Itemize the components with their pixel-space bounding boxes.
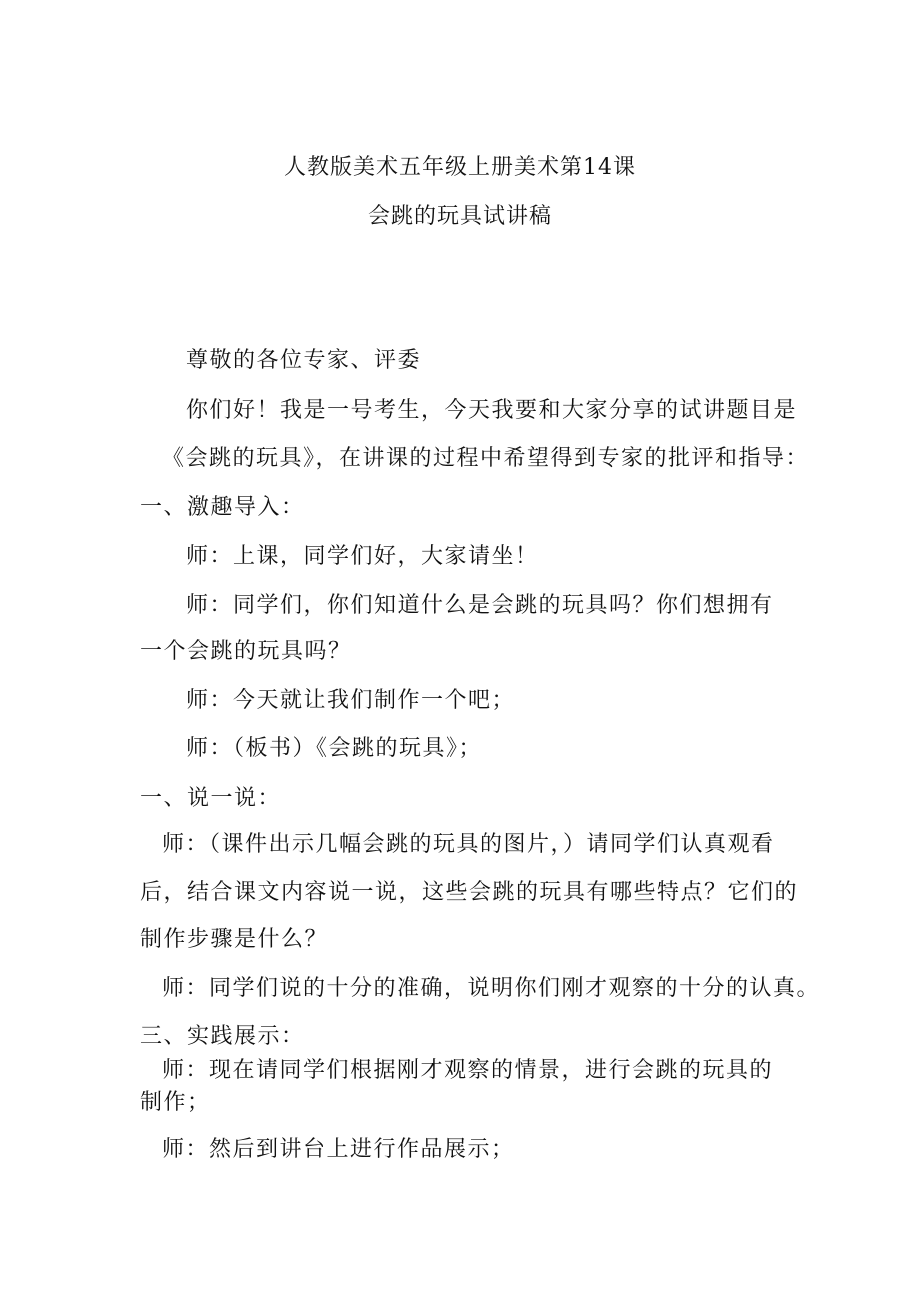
teacher-line: 师：（板书）《会跳的玩具》； [186,736,483,761]
teacher-line: 师：然后到讲台上进行作品展示； [162,1137,515,1162]
teacher-line: 师：现在请同学们根据刚才观察的情景，进行会跳的玩具的 [162,1058,774,1083]
teacher-line: 师：同学们说的十分的准确，说明你们刚才观察的十分的认真。 [162,976,821,1001]
salutation: 尊敬的各位专家、评委 [186,348,422,373]
teacher-line: 师：（课件出示几幅会跳的玩具的图片，）请同学们认真观看 [162,832,775,857]
document-title-line2: 会跳的玩具试讲稿 [367,204,552,229]
intro-line-2: 《会跳的玩具》，在讲课的过程中希望得到专家的批评和指导： [162,446,810,471]
teacher-line: 师：今天就让我们制作一个吧； [186,688,516,713]
teacher-line: 师：同学们，你们知道什么是会跳的玩具吗？你们想拥有 [186,593,774,618]
teacher-line: 师：上课，同学们好，大家请坐！ [186,544,539,569]
paragraph-continuation: 后，结合课文内容说一说，这些会跳的玩具有哪些特点？它们的 [140,880,799,905]
document-title-line1: 人教版美术五年级上册美术第14课 [284,155,636,180]
section-heading-2: 一、说一说： [140,786,282,811]
paragraph-continuation: 制作； [140,1090,211,1115]
paragraph-continuation: 一个会跳的玩具吗？ [140,639,352,664]
paragraph-continuation: 制作步骤是什么？ [140,927,329,952]
intro-line-1: 你们好！我是一号考生，今天我要和大家分享的试讲题目是 [186,398,798,423]
section-heading-3: 三、实践展示： [140,1024,305,1049]
section-heading-1: 一、激趣导入： [140,495,305,520]
